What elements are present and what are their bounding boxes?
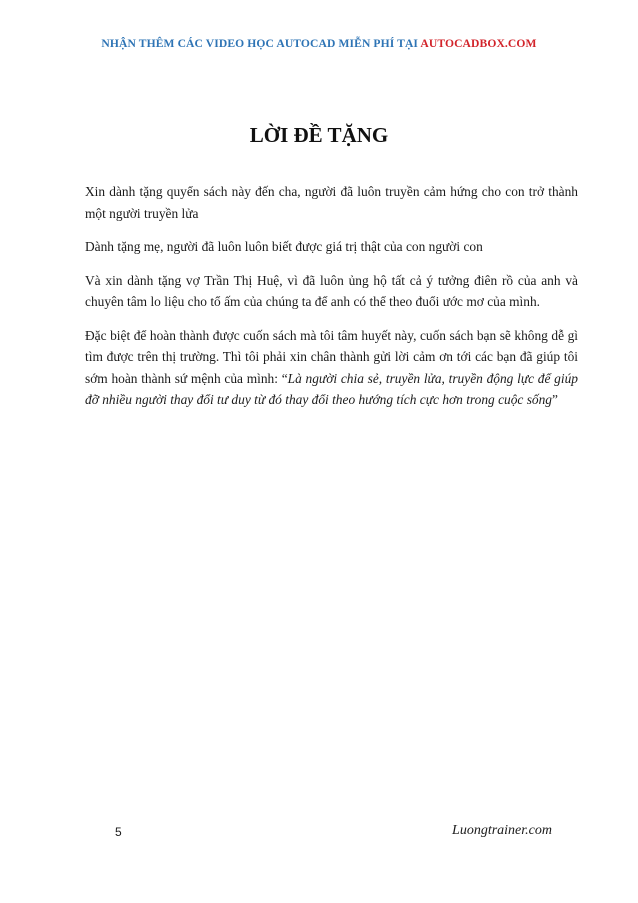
header-site-link[interactable]: AUTOCADBOX.COM: [420, 37, 537, 50]
header-promo-text: NHẬN THÊM CÁC VIDEO HỌC AUTOCAD MIỄN PHÍ TẠI: [101, 37, 421, 50]
page-title: LỜI ĐỀ TẶNG: [249, 123, 389, 147]
footer-site-name: Luongtrainer.com: [452, 823, 552, 838]
dedication-paragraph-father: Xin dành tặng quyển sách này đến cha, người đã luôn truyền cảm hứng cho con trở thành một người truyền lửa: [85, 184, 578, 221]
mission-quote: Là người chia sẻ, truyền lửa, truyền động lực để giúp đỡ nhiều người thay đổi tư duy từ đó thay đổi theo hướng tích cực hơn trong cuộc sống: [85, 370, 578, 407]
dedication-paragraph-acknowledgement: [85, 325, 578, 411]
dedication-paragraph-mother: Dành tặng mẹ, người đã luôn luôn biết được giá trị thật của con người con: [85, 239, 483, 254]
page-header: [0, 37, 638, 50]
page-number: 5: [115, 825, 122, 839]
dedication-paragraph-wife: Và xin dành tặng vợ Trần Thị Huệ, vì đã luôn ủng hộ tất cả ý tưởng điên rồ của anh và chuyên tâm lo liệu cho tổ ấm của chúng ta để anh có thể theo đuổi ước mơ của mình.: [85, 272, 578, 309]
acknowledgement-intro: Đặc biệt để hoàn thành được cuốn sách mà tôi tâm huyết này, cuốn sách bạn sẽ không dễ gì tìm được trên thị trường. Thì tôi phải xin chân thành gửi lời cảm ơn tới các bạn đã giúp tôi sớm hoàn thành sứ mệnh của mình: “: [85, 327, 578, 386]
quote-close-mark: ”: [552, 392, 558, 407]
dedication-body: [85, 181, 578, 423]
